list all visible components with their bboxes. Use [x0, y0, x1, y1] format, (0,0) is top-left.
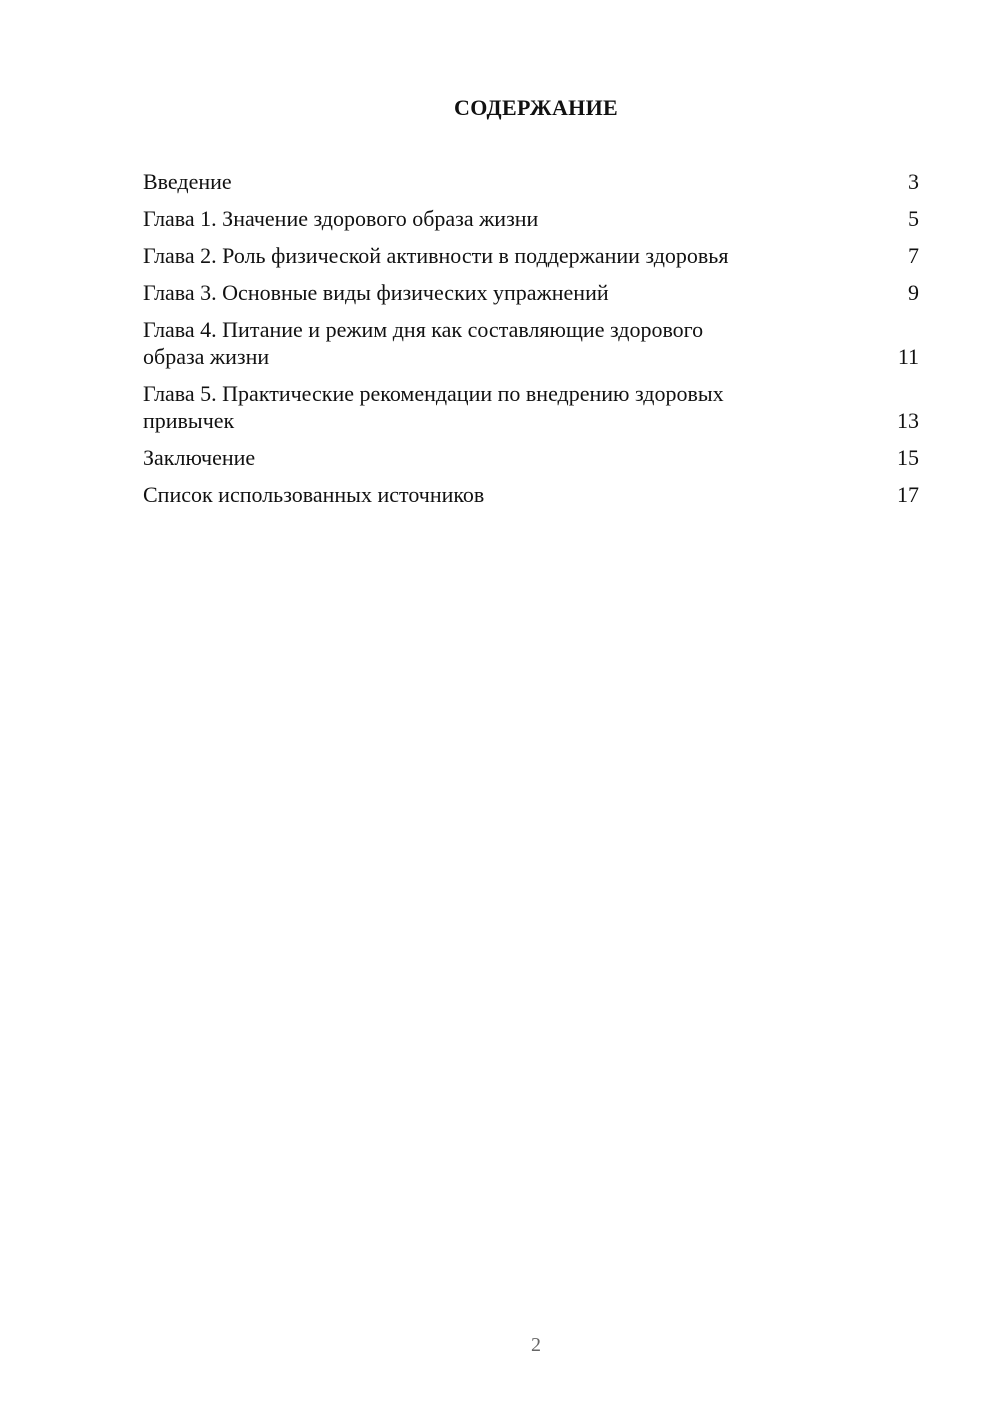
page-number: 2	[531, 1334, 541, 1356]
toc-entry[interactable]	[143, 205, 919, 232]
toc-entry-page: 15	[897, 445, 919, 470]
toc-entry[interactable]	[143, 316, 919, 370]
toc-entry-title: Глава 1. Значение здорового образа жизни	[143, 206, 539, 231]
toc-entry-title: Глава 2. Роль физической активности в поддержании здоровья	[143, 243, 729, 268]
toc-entry-title: Глава 4. Питание и режим дня как составляющие здорового образа жизни	[143, 317, 704, 369]
toc-entry-title: Введение	[143, 169, 232, 194]
toc-entry-page: 7	[908, 243, 919, 268]
toc-entry-title: Глава 3. Основные виды физических упражнений	[143, 280, 609, 305]
toc-entry-page: 11	[897, 344, 919, 369]
toc-entry-title: Заключение	[143, 445, 256, 470]
toc-entry[interactable]	[143, 168, 919, 195]
toc-entry-title: Глава 5. Практические рекомендации по внедрению здоровых привычек	[143, 381, 724, 433]
toc-entry[interactable]	[143, 242, 919, 269]
toc-entry[interactable]	[143, 279, 919, 306]
toc-entry-page: 17	[897, 482, 919, 507]
toc-entry-page: 3	[908, 169, 919, 194]
toc-entry-page: 5	[908, 206, 919, 231]
toc-entry-page: 9	[908, 280, 919, 305]
page-title: СОДЕРЖАНИЕ	[454, 95, 618, 120]
toc-entry[interactable]	[143, 481, 919, 508]
toc-entry-title: Список использованных источников	[143, 482, 485, 507]
toc-entry-page: 13	[897, 408, 919, 433]
table-of-contents	[143, 168, 919, 518]
toc-entry[interactable]	[143, 444, 919, 471]
toc-entry[interactable]	[143, 380, 919, 434]
